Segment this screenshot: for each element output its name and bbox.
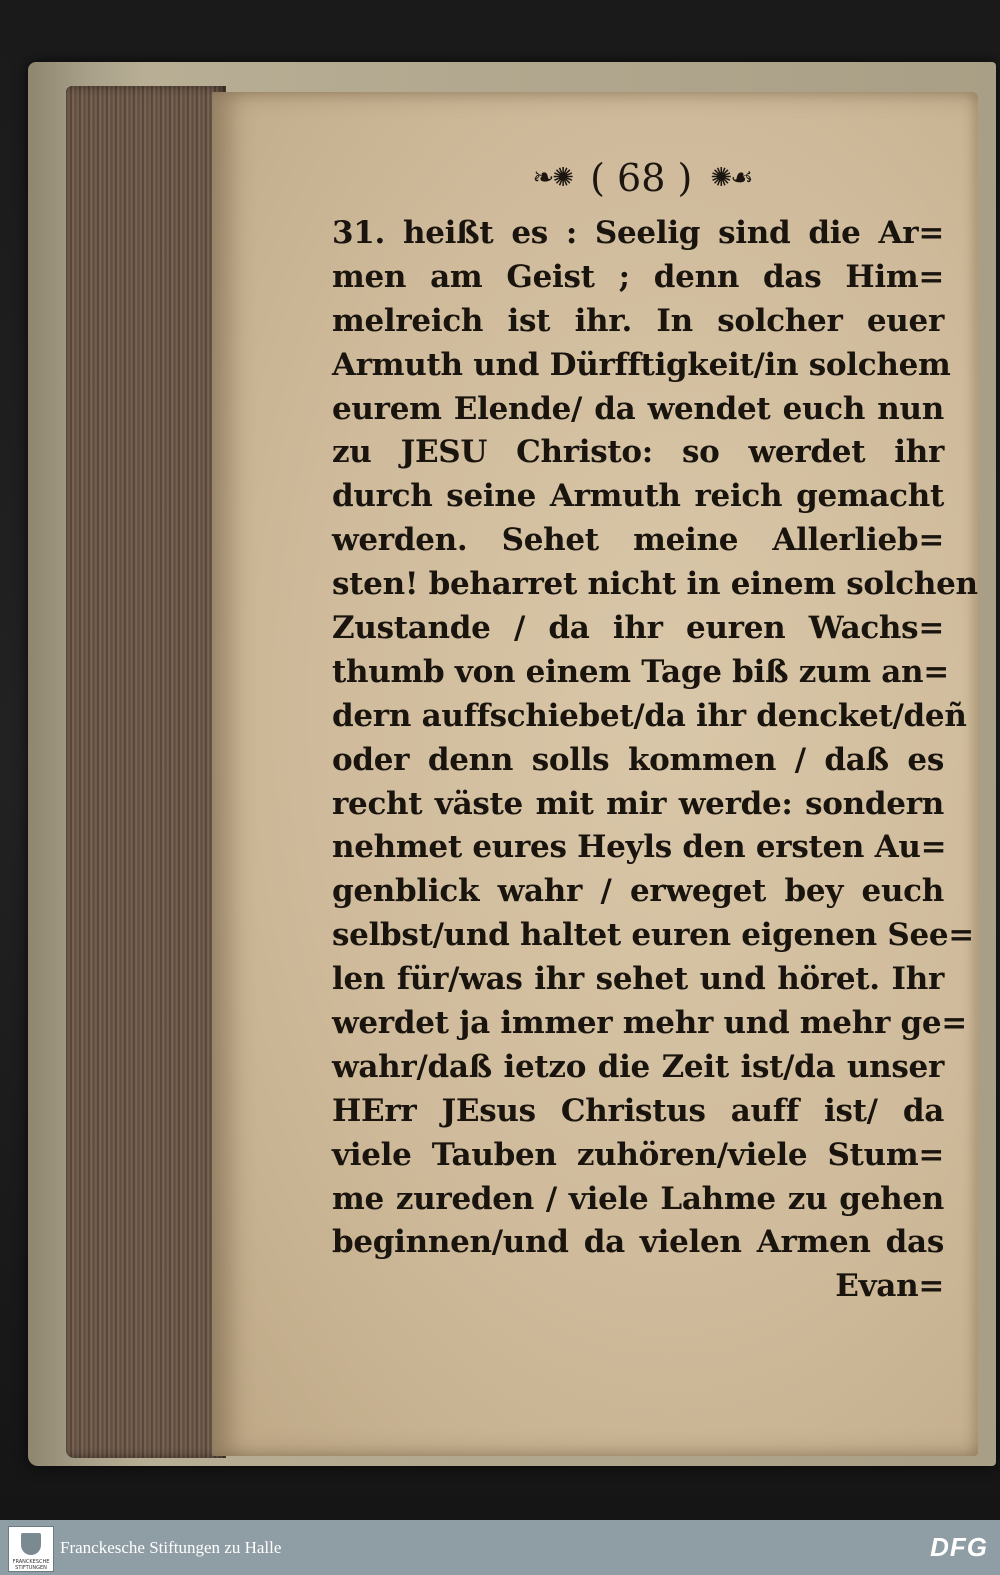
text-line: eurem Elende/ da wendet euch nun: [332, 390, 944, 427]
page-header: [512, 148, 772, 200]
text-line: dern auffschiebet/da ihr dencket/deñ: [332, 697, 967, 734]
text-line: werden. Sehet meine Allerlieb=: [332, 522, 944, 559]
text-line: nehmet eures Heyls den ersten Au=: [332, 829, 947, 866]
text-line: oder denn solls kommen / daß es: [332, 741, 944, 778]
text-line: recht väste mit mir werde: sondern: [332, 785, 944, 822]
text-line: len für/was ihr sehet und höret. Ihr: [332, 961, 944, 998]
text-line: beginnen/und da vielen Armen das: [332, 1224, 944, 1261]
logo-caption: FRANCKESCHE STIFTUNGEN: [12, 1559, 50, 1571]
text-line: sten! beharret nicht in einem solchen: [332, 566, 978, 603]
text-line: viele Tauben zuhören/viele Stum=: [332, 1136, 944, 1173]
text-line: werdet ja immer mehr und mehr ge=: [332, 1005, 967, 1042]
text-line: Zustande / da ihr euren Wachs=: [332, 610, 944, 647]
text-line: HErr JEsus Christus auff ist/ da: [332, 1092, 944, 1129]
page-number: ( 68 ): [590, 155, 693, 200]
text-line: wahr/daß ietzo die Zeit ist/da unser: [332, 1048, 944, 1085]
text-line: 31. heißt es : Seelig sind die Ar=: [332, 215, 944, 251]
institution-logo[interactable]: [8, 1526, 54, 1572]
institution-name[interactable]: Franckesche Stiftungen zu Halle: [60, 1538, 282, 1557]
ornament-left-icon: ❧✺: [532, 162, 573, 193]
text-line: men am Geist ; denn das Him=: [332, 258, 944, 295]
text-line: thumb von einem Tage biß zum an=: [332, 653, 949, 690]
text-line: genblick wahr / erweget bey euch: [332, 873, 944, 910]
text-block: [332, 212, 978, 1309]
footer-bar: [0, 1520, 1000, 1575]
text-line: zu JESU Christo: so werdet ihr: [332, 434, 944, 471]
ornament-right-icon: ✺☙: [710, 162, 752, 193]
text-line: Armuth und Dürfftigkeit/in solchem: [332, 346, 951, 383]
catchword: Evan=: [835, 1268, 944, 1305]
text-line: melreich ist ihr. In solcher euer: [332, 302, 944, 339]
text-line: durch seine Armuth reich gemacht: [332, 478, 944, 515]
page-edges: [66, 86, 226, 1458]
text-line: me zureden / viele Lahme zu gehen: [332, 1180, 944, 1217]
book-page: [212, 92, 978, 1456]
text-line: selbst/und haltet euren eigenen See=: [332, 917, 974, 954]
dfg-logo[interactable]: DFG: [930, 1532, 988, 1562]
shield-icon: [21, 1533, 41, 1555]
